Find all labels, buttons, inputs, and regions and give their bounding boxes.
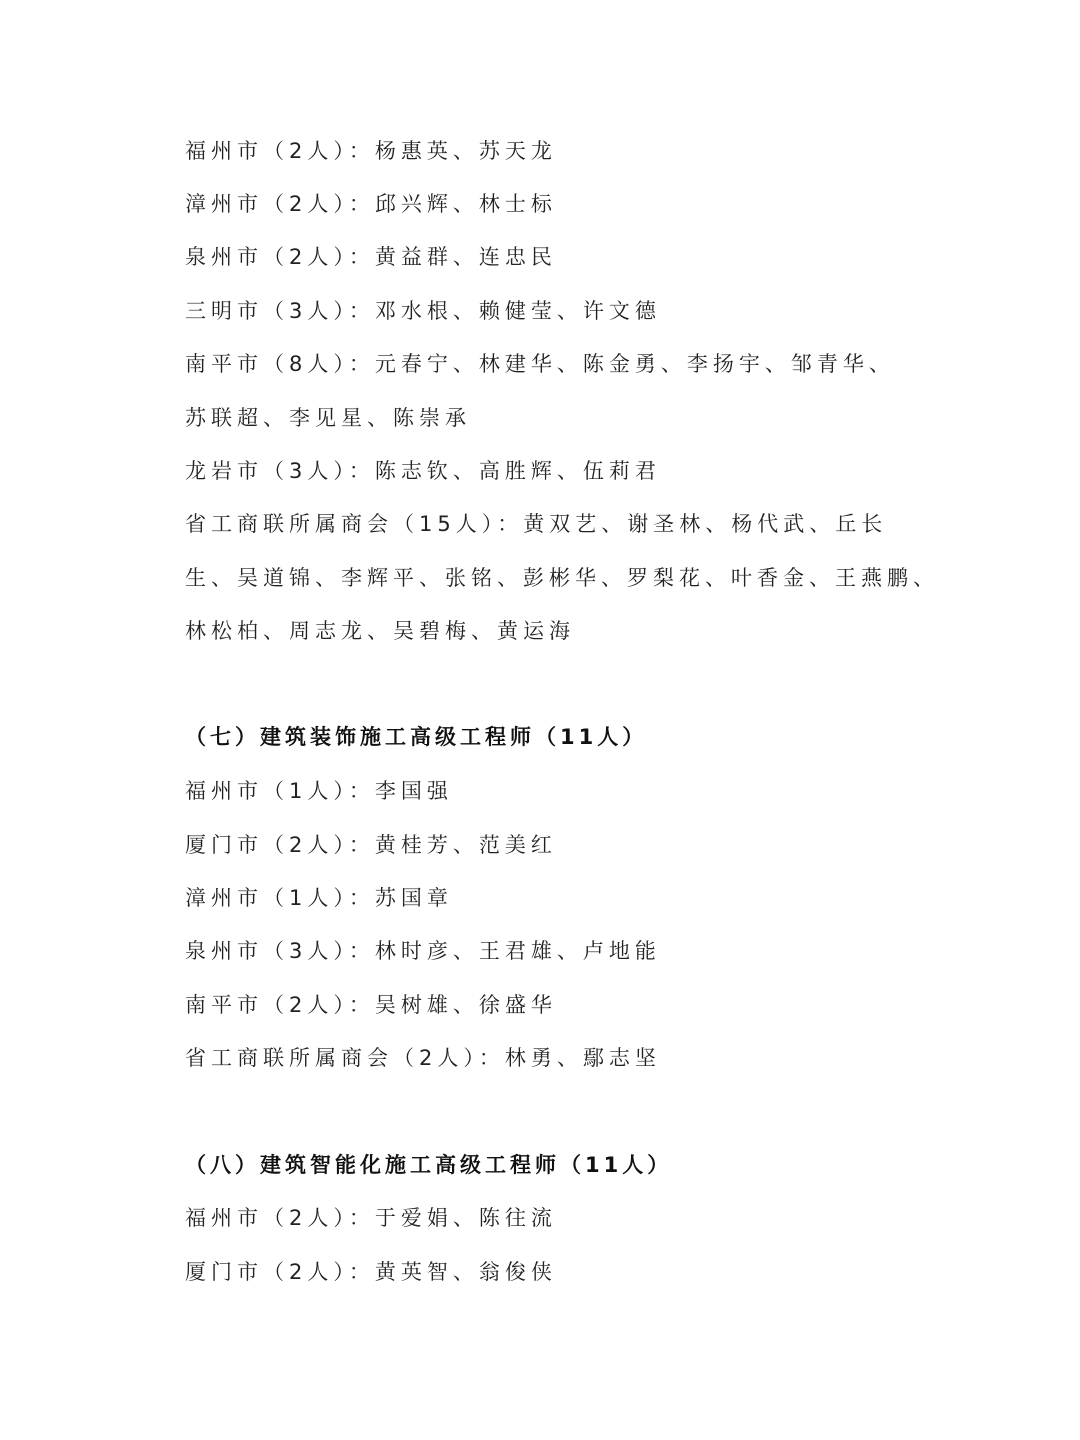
list-item: 泉州市（3人）：林时彦、王君雄、卢地能 <box>185 939 661 963</box>
list-item: 生、吴道锦、李辉平、张铭、彭彬华、罗梨花、叶香金、王燕鹏、 <box>185 566 939 590</box>
list-item: 林松柏、周志龙、吴碧梅、黄运海 <box>185 619 575 643</box>
list-item: 南平市（8人）：元春宁、林建华、陈金勇、李扬宇、邹青华、 <box>185 352 895 376</box>
list-item: 省工商联所属商会（15人）：黄双艺、谢圣林、杨代武、丘长 <box>185 512 888 536</box>
list-item: 福州市（1人）：李国强 <box>185 779 453 803</box>
list-item: 漳州市（1人）：苏国章 <box>185 886 453 910</box>
list-item: 苏联超、李见星、陈崇承 <box>185 406 471 430</box>
section-heading: （八）建筑智能化施工高级工程师（11人） <box>185 1153 673 1177</box>
list-item: 福州市（2人）：杨惠英、苏天龙 <box>185 139 557 163</box>
section-heading: （七）建筑装饰施工高级工程师（11人） <box>185 725 648 749</box>
list-item: 漳州市（2人）：邱兴辉、林士标 <box>185 192 557 216</box>
list-item: 厦门市（2人）：黄英智、翁俊侠 <box>185 1260 557 1284</box>
list-item: 龙岩市（3人）：陈志钦、高胜辉、伍莉君 <box>185 459 661 483</box>
list-item: 厦门市（2人）：黄桂芳、范美红 <box>185 833 557 857</box>
list-item: 泉州市（2人）：黄益群、连忠民 <box>185 245 557 269</box>
list-item: 南平市（2人）：吴树雄、徐盛华 <box>185 993 557 1017</box>
list-item: 省工商联所属商会（2人）：林勇、鄢志坚 <box>185 1046 661 1070</box>
list-item: 三明市（3人）：邓水根、赖健莹、许文德 <box>185 299 661 323</box>
list-item: 福州市（2人）：于爱娟、陈往流 <box>185 1206 557 1230</box>
